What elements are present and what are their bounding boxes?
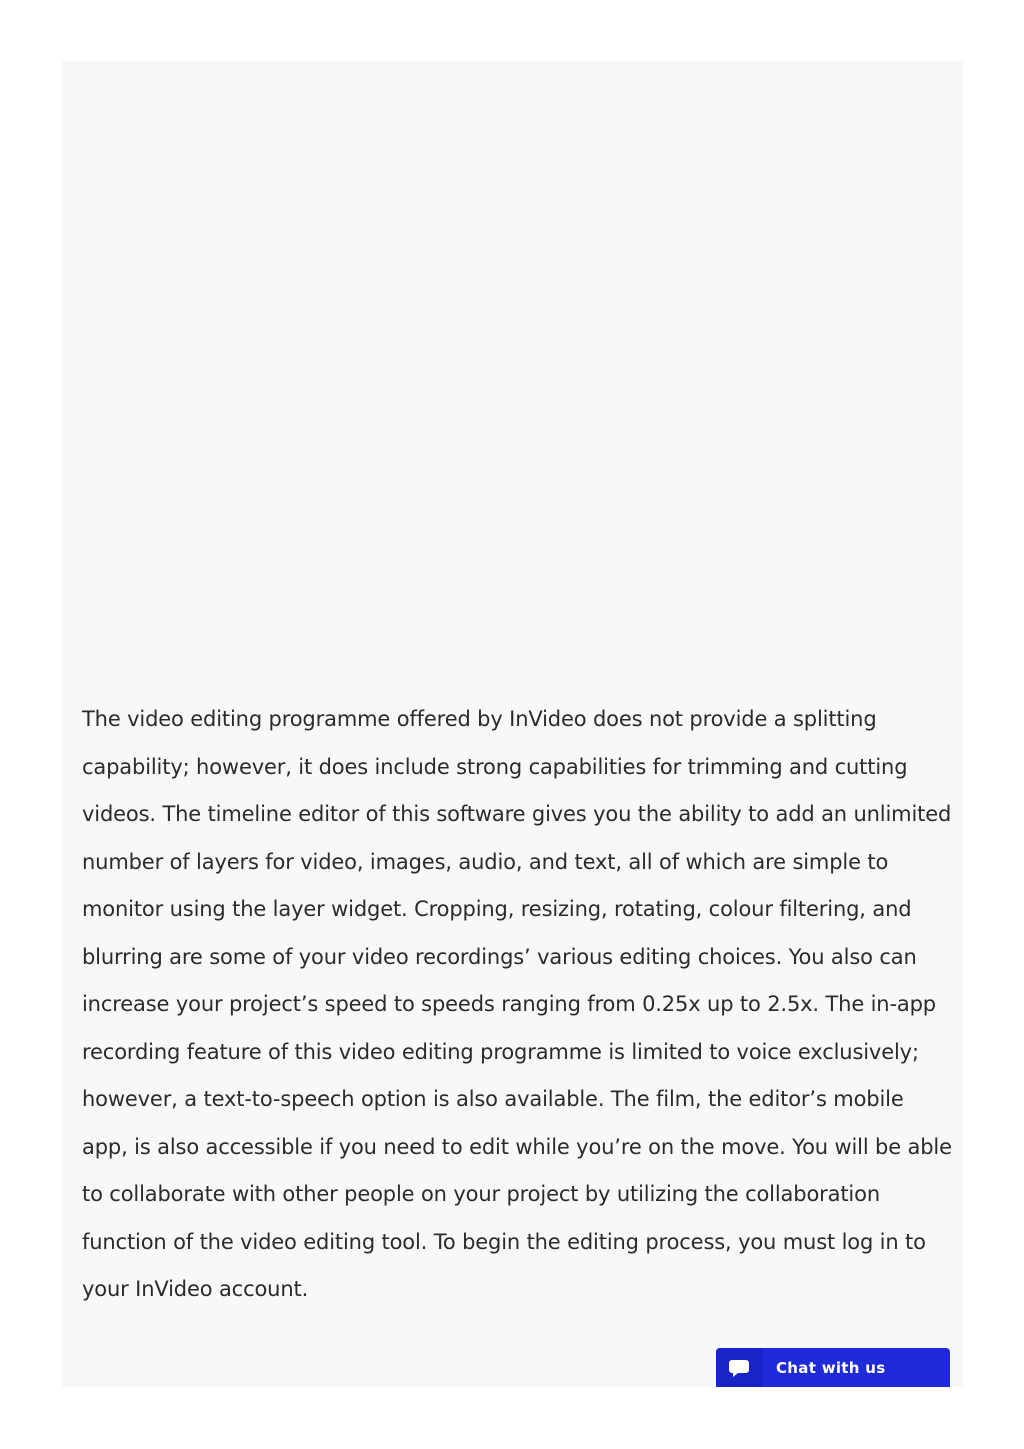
media-placeholder (62, 61, 963, 691)
content-panel (62, 61, 963, 1387)
chat-label: Chat with us (776, 1358, 886, 1377)
article-paragraph: The video editing programme offered by InVideo does not provide a splitting capability; however, it does include strong capabilities for trimming and cutting videos. The timeline editor of this software gives you the ability to add an unlimited number of layers for video, images, audio, and text, all of which are simple to monitor using the layer widget. Cropping, resizing, rotating, colour filtering, and blurring are some of your video recordings’ various editing choices. You also can increase your project’s speed to speeds ranging from 0.25x up to 2.5x. The in-app recording feature of this video editing programme is limited to voice exclusively; however, a text-to-speech option is also available. The film, the editor’s mobile app, is also accessible if you need to edit while you’re on the move. You will be able to collaborate with other people on your project by utilizing the collaboration function of the video editing tool. To begin the editing process, you must log in to your InVideo account. (82, 707, 952, 1301)
chat-icon-container (716, 1348, 762, 1387)
chat-bubble-icon (728, 1357, 750, 1379)
chat-with-us-button[interactable] (716, 1348, 950, 1387)
